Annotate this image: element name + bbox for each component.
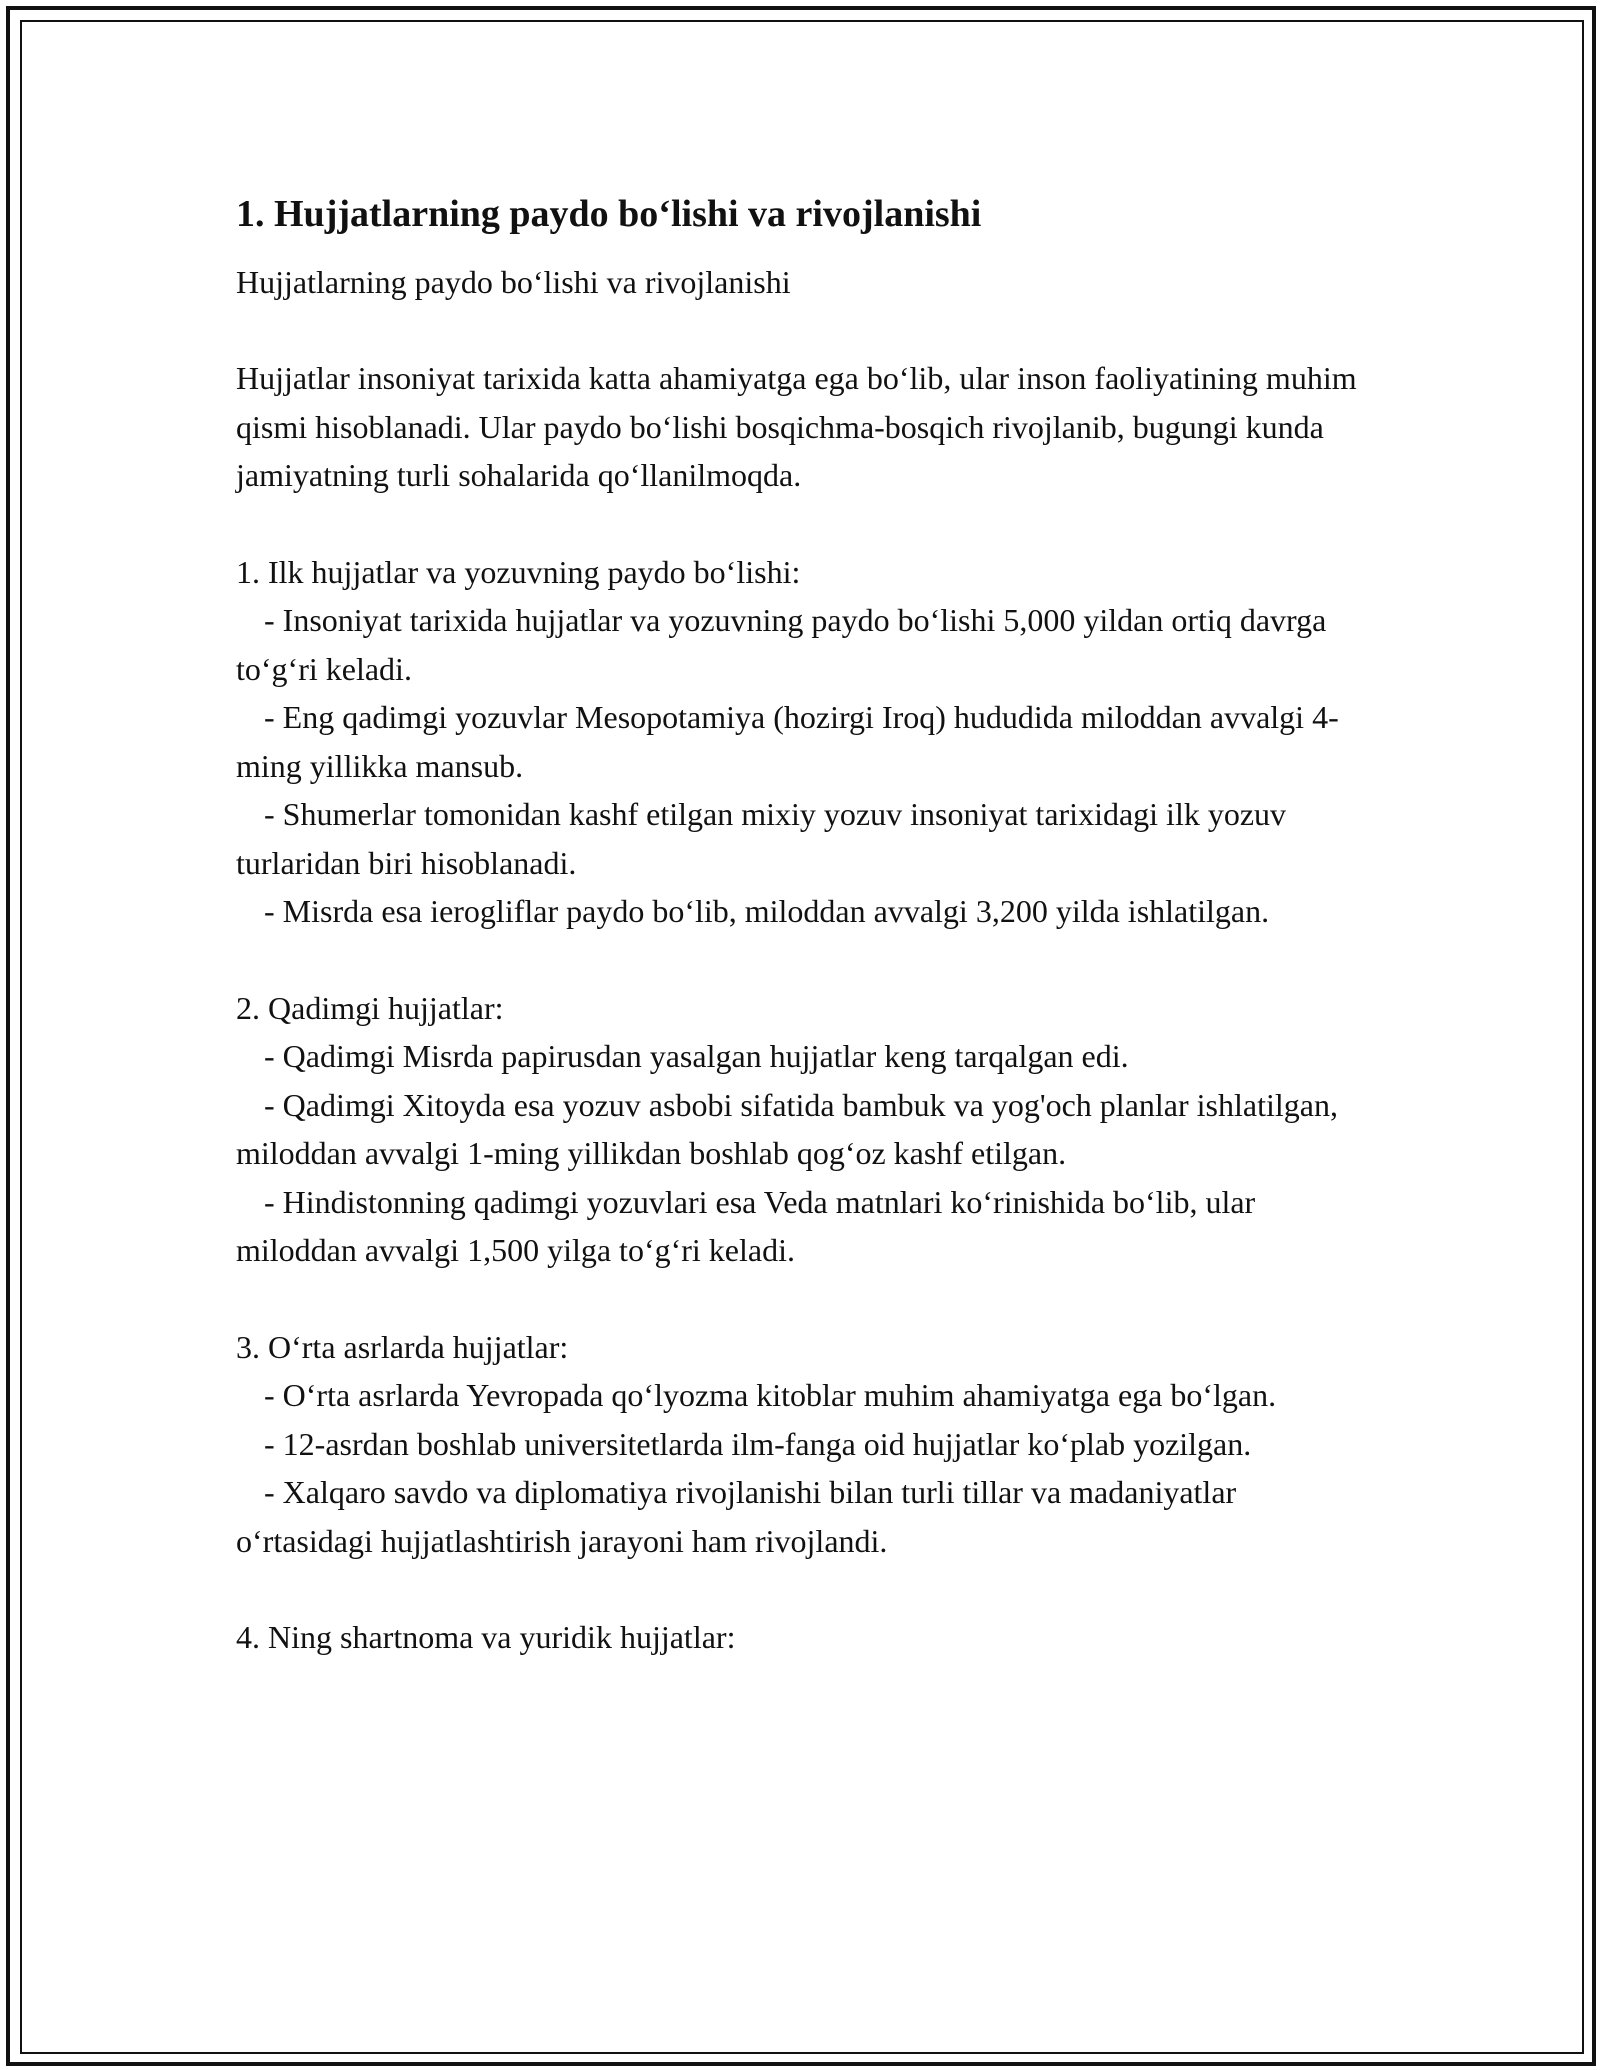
list-item: - Misrda esa ierogliflar paydo bo‘lib, miloddan avvalgi 3,200 yilda ishlatilgan.: [264, 893, 1270, 929]
section-1: [236, 548, 1376, 936]
list-item: - Qadimgi Misrda papirusdan yasalgan hujjatlar keng tarqalgan edi.: [264, 1038, 1129, 1074]
list-item: - Xalqaro savdo va diplomatiya rivojlanishi bilan turli tillar va madaniyatlar o‘rtasidagi hujjatlashtirish jarayoni ham rivojlandi.: [236, 1474, 1237, 1559]
document-subtitle: Hujjatlarning paydo bo‘lishi va rivojlanishi: [236, 264, 791, 300]
list-item: - 12-asrdan boshlab universitetlarda ilm-fanga oid hujjatlar ko‘plab yozilgan.: [264, 1425, 1252, 1462]
section-2: [236, 984, 1376, 1275]
list-item: - Eng qadimgi yozuvlar Mesopotamiya (hozirgi Iroq) hududida miloddan avvalgi 4-ming yillikka mansub.: [236, 699, 1339, 784]
intro-paragraph: Hujjatlar insoniyat tarixida katta ahamiyatga ega bo‘lib, ular inson faoliyatining muhim qismi hisoblanadi. Ular paydo bo‘lishi bosqichma-bosqich rivojlanib, bugungi kunda jamiyatning turli sohalarida qo‘llanilmoqda.: [236, 360, 1357, 493]
list-item: - Hindistonning qadimgi yozuvlari esa Veda matnlari ko‘rinishida bo‘lib, ular miloddan avvalgi 1,500 yilga to‘g‘ri keladi.: [236, 1183, 1256, 1268]
section-3: [236, 1323, 1376, 1566]
section-heading: 1. Ilk hujjatlar va yozuvning paydo bo‘lishi:: [236, 553, 801, 590]
list-item: - Insoniyat tarixida hujjatlar va yozuvning paydo bo‘lishi 5,000 yildan ortiq davrga to‘g‘ri keladi.: [236, 602, 1327, 687]
list-item: - Qadimgi Xitoyda esa yozuv asbobi sifatida bambuk va yog'och planlar ishlatilgan, miloddan avvalgi 1-ming yillikdan boshlab qog‘oz kashf etilgan.: [236, 1086, 1338, 1171]
section-heading: 4. Ning shartnoma va yuridik hujjatlar:: [236, 1619, 736, 1655]
document-body: [236, 188, 1376, 1662]
list-item: - O‘rta asrlarda Yevropada qo‘lyozma kitoblar muhim ahamiyatga ega bo‘lgan.: [264, 1377, 1277, 1413]
section-4: [236, 1613, 1376, 1662]
list-item: - Shumerlar tomonidan kashf etilgan mixiy yozuv insoniyat tarixidagi ilk yozuv turlaridan biri hisoblanadi.: [236, 796, 1287, 881]
section-heading: 2. Qadimgi hujjatlar:: [236, 989, 504, 1026]
section-heading: 3. O‘rta asrlarda hujjatlar:: [236, 1328, 569, 1365]
document-title: 1. Hujjatlarning paydo bo‘lishi va rivojlanishi: [236, 193, 982, 235]
